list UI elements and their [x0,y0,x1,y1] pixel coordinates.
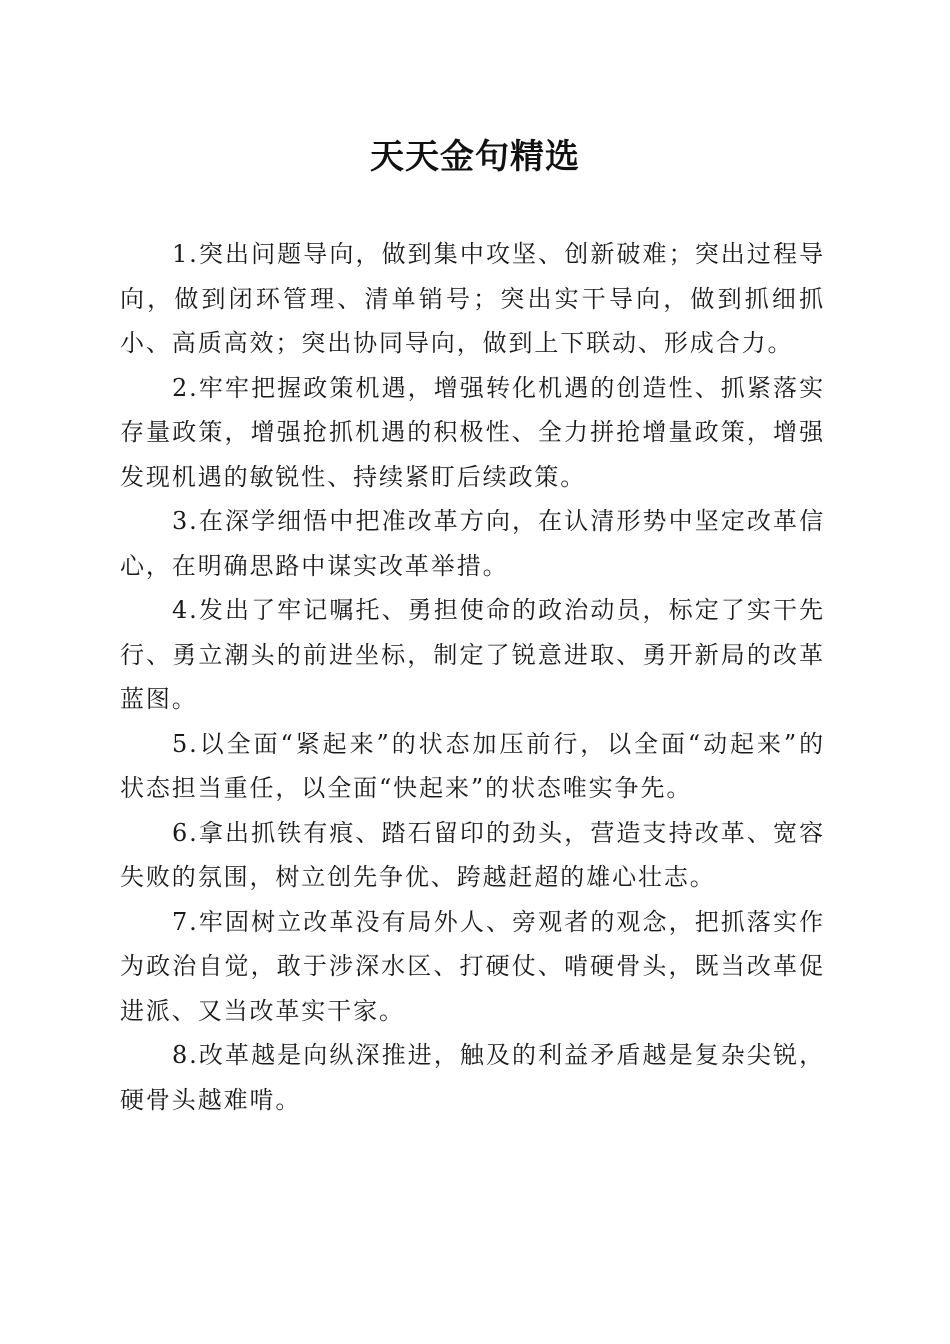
document-body [120,232,825,1122]
paragraph-5: 5.以全面“紧起来”的状态加压前行，以全面“动起来”的状态担当重任，以全面“快起来”的状态唯实争先。 [120,729,825,802]
paragraph-6: 6.拿出抓铁有痕、踏石留印的劲头，营造支持改革、宽容失败的氛围，树立创先争优、跨越赶超的雄心壮志。 [120,818,825,891]
paragraph-3: 3.在深学细悟中把准改革方向，在认清形势中坚定改革信心，在明确思路中谋实改革举措。 [120,507,825,580]
paragraph-8: 8.改革越是向纵深推进，触及的利益矛盾越是复杂尖锐，硬骨头越难啃。 [120,1041,825,1114]
paragraph-1: 1.突出问题导向，做到集中攻坚、创新破难；突出过程导向，做到闭环管理、清单销号；突出实干导向，做到抓细抓小、高质高效；突出协同导向，做到上下联动、形成合力。 [120,240,825,357]
paragraph-7: 7.牢固树立改革没有局外人、旁观者的观念，把抓落实作为政治自觉，敢于涉深水区、打硬仗、啃硬骨头，既当改革促进派、又当改革实干家。 [120,907,825,1025]
paragraph-4: 4.发出了牢记嘱托、勇担使命的政治动员，标定了实干先行、勇立潮头的前进坐标，制定了锐意进取、勇开新局的改革蓝图。 [120,596,825,713]
document-title: 天天金句精选 [370,137,580,177]
paragraph-2: 2.牢牢把握政策机遇，增强转化机遇的创造性、抓紧落实存量政策，增强抢抓机遇的积极性、全力拼抢增量政策，增强发现机遇的敏锐性、持续紧盯后续政策。 [120,373,825,491]
